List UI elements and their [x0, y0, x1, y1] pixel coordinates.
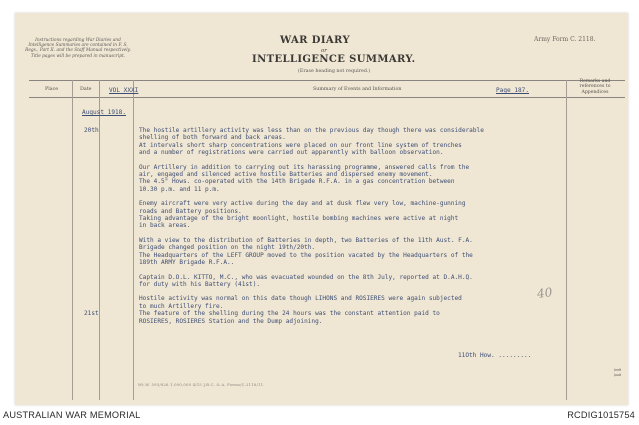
title-or: or: [321, 48, 327, 54]
column-rule-hour: [133, 80, 134, 400]
column-rule-date: [99, 80, 100, 400]
title-intelligence-summary: INTELLIGENCE SUMMARY.: [252, 54, 416, 65]
paragraph-captain-kitto: Captain D.O.L. KITTO, M.C., who was evacuated wounded on the 8th July, reported at D.A.H.Q. for duty with his Battery (41st).: [139, 273, 473, 288]
erase-heading-note: (Erase heading not required.): [298, 69, 371, 74]
paragraph-hostile-activity: Hostile activity was normal on this date though LIHONS and ROSIERES were again subjected to much Artillery fire. The feature of the shelling during the 24 hours was the constant attention paid to ROSIERES, ROSIERES Station and the Dump adjoining.: [139, 295, 462, 325]
instructions-text: Instructions regarding War Diaries and Intelligence Summaries are contained in F. S. Regs., Part II. and the Staff Manual respectively. Title pages will be prepared in manuscript.: [25, 38, 131, 59]
entry-date-21st: 21st: [84, 310, 99, 317]
summary-of-events: [139, 127, 571, 332]
printer-imprint: Wt.W. 593/826 1,000,000 4/15 J.B.C. & A. Forms/C.2118/11.: [138, 382, 265, 387]
page-number: Page 187.: [496, 87, 530, 94]
column-header-date: Date: [80, 87, 92, 92]
column-rule-place: [72, 80, 73, 400]
title-war-diary: WAR DIARY: [280, 35, 350, 46]
entry-date-20th: 20th: [84, 127, 99, 134]
header-top-rule: [29, 80, 625, 81]
paragraph-artillery-activity: The hostile artillery activity was less than on the previous day though there was considerable shelling of both forward and back areas. At intervals short sharp concentrations were placed on our front line system of trenches and a number of registrations were carried out apparently with balloon observation.: [139, 127, 484, 157]
edge-mark: 11: [612, 367, 622, 378]
footer-record-id: RCDIG1015754: [567, 410, 635, 420]
how-signature-line: 11Oth How. .........: [458, 352, 532, 359]
paragraph-enemy-aircraft: Enemy aircraft were very active during the day and at dusk flew very low, machine-gunning roads and Battery positions. Taking advantage of the bright moonlight, hostile bombing machines were active at night in back areas.: [139, 200, 466, 230]
column-header-remarks: Remarks and references to Appendices: [579, 79, 611, 95]
paragraph-our-artillery: Our Artillery in addition to carrying out its harassing programme, answered calls from the air, engaged and silenced active hostile Batteries and dispersed enemy movement. The 4.5" Hows. co-operated with the 14th Brigade R.F.A. in a gas concentration between 10.30 p.m. and 11 p.m.: [139, 163, 470, 193]
volume-number: VOL XXXI: [109, 87, 139, 94]
entry-month: August 1918.: [82, 109, 127, 116]
pencil-annotation: 40: [536, 285, 554, 301]
paragraph-batteries-depth: With a view to the distribution of Batteries in depth, two Batteries of the 11th Aust. F.A. Brigade changed position on the night 19th/20th. The Headquarters of the LEFT GROUP moved to the position vacated by the Headquarters of the 189th ARMY Brigade R.F.A..: [139, 236, 473, 267]
form-number: Army Form C. 2118.: [534, 36, 596, 43]
column-header-summary: Summary of Events and Information: [313, 87, 402, 92]
footer-institution: AUSTRALIAN WAR MEMORIAL: [3, 410, 141, 420]
column-header-place: Place: [45, 87, 59, 92]
header-bottom-rule: [29, 97, 625, 98]
